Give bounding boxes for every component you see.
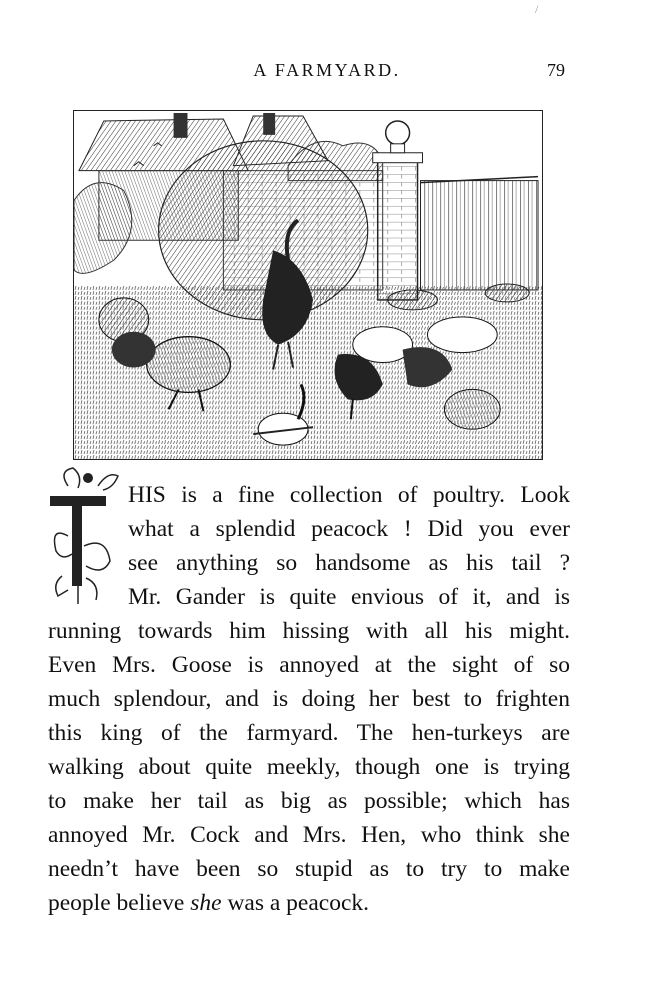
text-line: to make her tail as big as possible; which has: [48, 788, 570, 814]
stray-pencil-mark: /: [535, 2, 539, 16]
text-line: Even Mrs. Goose is annoyed at the sight of so: [48, 652, 570, 678]
drop-cap: [48, 466, 122, 606]
text-line: annoyed Mr. Cock and Mrs. Hen, who think she: [48, 822, 570, 848]
text-line: needn’t have been so stupid as to try to make: [48, 856, 570, 882]
emphasis-word: she: [190, 890, 222, 916]
text-line: this king of the farmyard. The hen-turkeys are: [48, 720, 570, 746]
text-line: see anything so handsome as his tail ?: [128, 550, 570, 576]
text-line: Mr. Gander is quite envious of it, and is: [128, 584, 570, 610]
text-line: walking about quite meekly, though one is trying: [48, 754, 570, 780]
text-line: what a splendid peacock ! Did you ever: [128, 516, 570, 542]
ornamental-thistle-t-icon: [48, 466, 122, 606]
text-line: running towards him hissing with all his might.: [48, 618, 570, 644]
farmyard-engraving-icon: [74, 111, 542, 459]
running-head-title: A FARMYARD.: [253, 60, 401, 80]
text-line: HIS is a fine collection of poultry. Look: [128, 482, 570, 508]
text-line-last: [48, 892, 369, 916]
text-segment: people believe: [48, 890, 191, 916]
farmyard-illustration: [73, 110, 543, 460]
page-number: 79: [547, 60, 565, 80]
text-segment: was a peacock.: [221, 890, 370, 916]
text-line: much splendour, and is doing her best to frighten: [48, 686, 570, 712]
